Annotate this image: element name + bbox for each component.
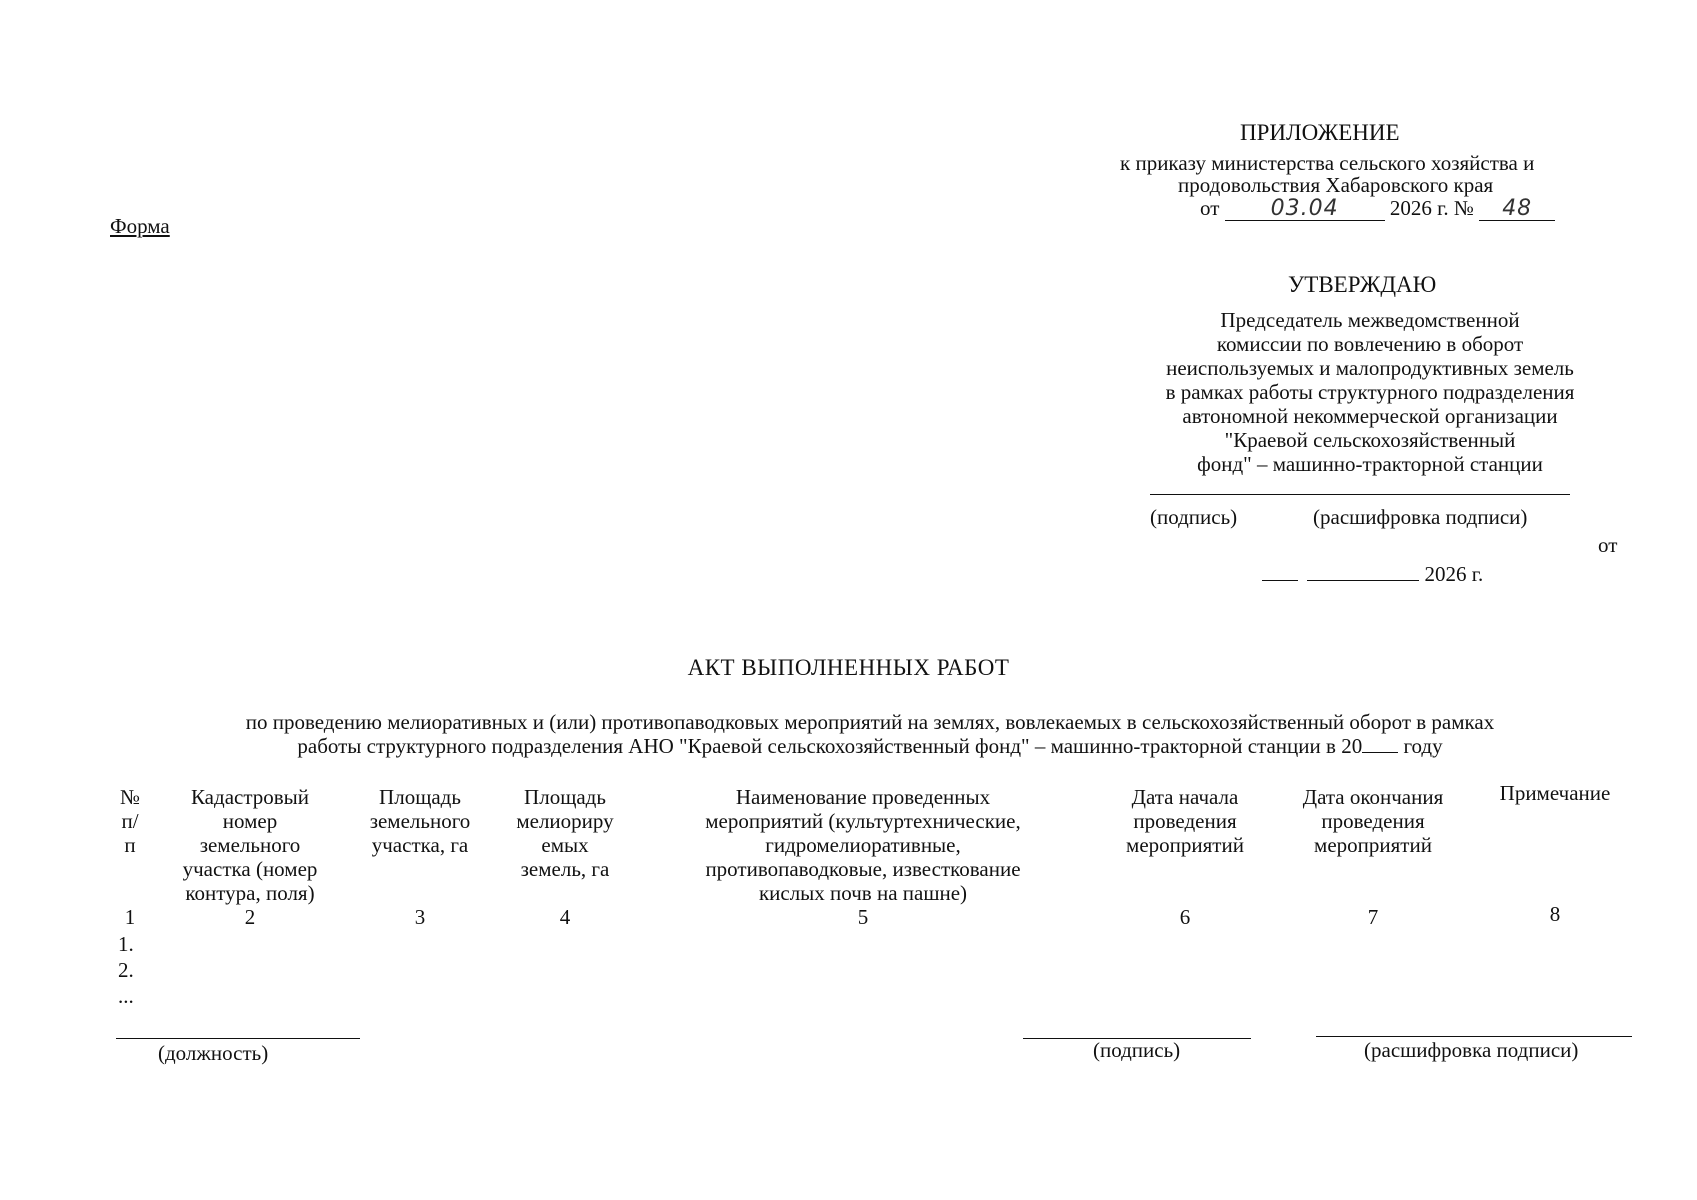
approval-line: фонд" – машинно-тракторной станции [1197, 452, 1543, 476]
col-number-3: 3 [414, 905, 426, 929]
approval-decoding-label: (расшифровка подписи) [1313, 505, 1528, 529]
day-blank [1262, 580, 1298, 581]
appendix-line-1: к приказу министерства сельского хозяйства и [1120, 151, 1535, 175]
header-line: Наименование проведенных [735, 785, 991, 809]
col-header-end-date [1283, 785, 1463, 857]
table-row: 1. [118, 932, 134, 956]
approval-line: Председатель межведомственной [1220, 308, 1520, 332]
order-number-field [1479, 197, 1555, 221]
approval-date-line [1262, 562, 1483, 587]
col-number-2: 2 [244, 905, 256, 929]
col-number-6: 6 [1179, 905, 1191, 929]
header-line: номер [222, 809, 278, 833]
act-subtitle-year-word: году [1403, 734, 1443, 758]
approval-line: неиспользуемых и малопродуктивных земель [1166, 356, 1574, 380]
approval-line: "Краевой сельскохозяйственный [1224, 428, 1516, 452]
header-line: Площадь [524, 785, 606, 809]
col-number-1: 1 [124, 905, 136, 929]
col-number-8: 8 [1549, 902, 1561, 926]
order-date-handwritten: 03.04 [1270, 196, 1339, 221]
footer-decoding-label: (расшифровка подписи) [1364, 1038, 1579, 1062]
header-line: емых [541, 833, 589, 857]
year-blank [1362, 752, 1398, 753]
header-line: Дата окончания [1302, 785, 1444, 809]
col-number-4: 4 [559, 905, 571, 929]
approval-title: УТВЕРЖДАЮ [1288, 272, 1437, 297]
header-line: Примечание [1499, 781, 1611, 805]
approval-signature-line [1150, 494, 1570, 495]
col-header-reclaimed-area [500, 785, 630, 881]
header-line: кислых почв на пашне) [758, 881, 968, 905]
footer-signature-label: (подпись) [1093, 1038, 1181, 1062]
month-blank [1307, 580, 1419, 581]
col-header-measures [668, 785, 1058, 905]
header-line: мероприятий (культуртехнические, [705, 809, 1021, 833]
order-prefix: от [1200, 196, 1220, 220]
position-line [116, 1038, 360, 1039]
act-subtitle-year: 20 [1341, 734, 1363, 758]
appendix-block [1120, 120, 1640, 221]
header-line: мелиориру [516, 809, 614, 833]
position-label: (должность) [158, 1041, 269, 1065]
order-number-handwritten: 48 [1502, 196, 1533, 221]
header-line: п [124, 833, 136, 857]
header-line: земельного [369, 809, 471, 833]
approval-line: в рамках работы структурного подразделения [1165, 380, 1575, 404]
header-line: проведения [1133, 809, 1237, 833]
col-number-5: 5 [857, 905, 869, 929]
col-header-cadastral [165, 785, 335, 905]
approval-signature-label: (подпись) [1150, 505, 1238, 529]
header-line: п/ [121, 809, 139, 833]
header-line: земельного [199, 833, 301, 857]
act-subtitle-line-1: по проведению мелиоративных и (или) противопаводковых мероприятий на землях, вовлекаемых в сельскохозяйственный оборот в рамках [245, 710, 1495, 734]
header-line: Дата начала [1131, 785, 1239, 809]
table-row: ... [118, 984, 134, 1008]
col-number-7: 7 [1367, 905, 1379, 929]
col-header-number [112, 785, 148, 857]
header-line: гидромелиоративные, [765, 833, 961, 857]
header-line: мероприятий [1314, 833, 1432, 857]
header-line: контура, поля) [185, 881, 315, 905]
form-label: Форма [110, 214, 170, 238]
approval-from-label: от [1598, 533, 1618, 557]
approval-line: автономной некоммерческой организации [1182, 404, 1558, 428]
header-line: № [119, 785, 141, 809]
header-line: мероприятий [1126, 833, 1244, 857]
header-line: земель, га [520, 857, 610, 881]
footer-decoding-line [1316, 1036, 1632, 1037]
appendix-title: ПРИЛОЖЕНИЕ [1240, 120, 1400, 145]
order-date-field [1225, 197, 1385, 221]
act-title: АКТ ВЫПОЛНЕННЫХ РАБОТ [687, 655, 1010, 680]
header-line: Кадастровый [190, 785, 310, 809]
table-row: 2. [118, 958, 134, 982]
header-line: противопаводковые, известкование [705, 857, 1021, 881]
header-line: Площадь [379, 785, 461, 809]
appendix-line-2: продовольствия Хабаровского края [1178, 173, 1494, 197]
approval-date-suffix: 2026 г. [1424, 562, 1484, 586]
approval-line: комиссии по вовлечению в оборот [1216, 332, 1524, 356]
header-line: участка, га [371, 833, 469, 857]
act-subtitle-line-2 [140, 734, 1600, 758]
act-subtitle-text: работы структурного подразделения АНО "Краевой сельскохозяйственный фонд" – машинно-тракторной станции в [297, 734, 1336, 758]
col-header-note [1475, 781, 1635, 805]
col-header-plot-area [350, 785, 490, 857]
header-line: участка (номер [182, 857, 318, 881]
act-subtitle [140, 710, 1600, 758]
order-year: 2026 г. № [1389, 196, 1474, 220]
approval-body [1110, 308, 1630, 476]
col-header-start-date [1110, 785, 1260, 857]
order-line [1200, 196, 1640, 221]
header-line: проведения [1321, 809, 1425, 833]
